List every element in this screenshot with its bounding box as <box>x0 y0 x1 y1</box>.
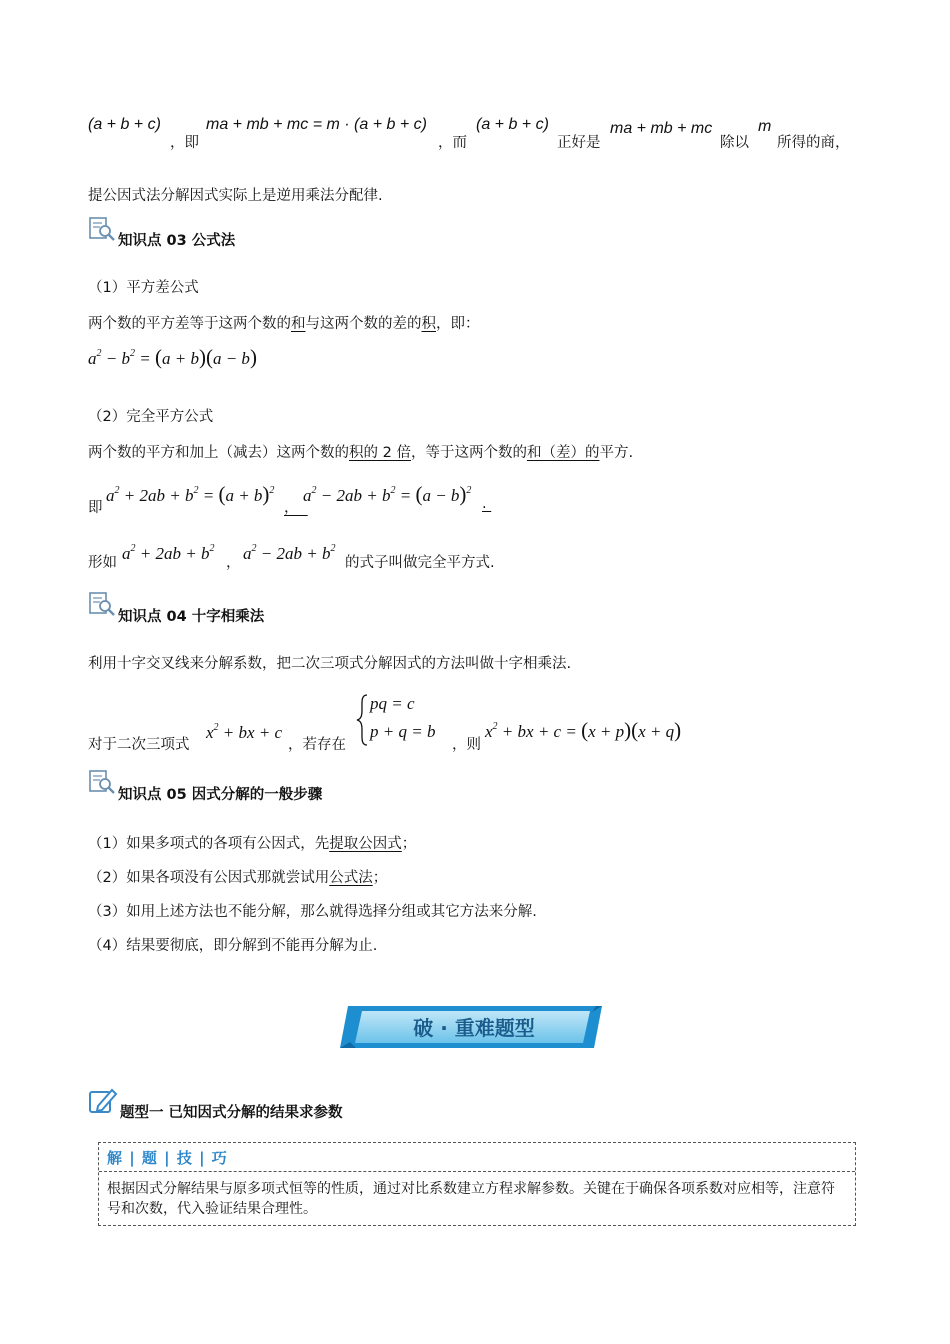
k03-title: 知识点 03 公式法 <box>118 233 236 249</box>
expr-square-diff: $a^2 - 2ab + b^2$ <box>243 543 336 563</box>
pen-icon <box>88 1086 118 1116</box>
expr-a-plus-b-plus-c: (a + b + c) <box>88 116 161 133</box>
expr-m: m <box>758 118 772 135</box>
k05-step3: （3）如用上述方法也不能分解，那么就得选择分组或其它方法来分解. <box>88 904 537 920</box>
text-xingru: 形如 <box>88 555 117 571</box>
k05-step2: （2）如果各项没有公因式那就尝试用公式法； <box>88 870 388 886</box>
brace-icon <box>355 694 369 746</box>
system-eq-2: p + q = b <box>370 722 436 741</box>
tips-text: 根据因式分解结果与原多项式恒等的性质，通过对比系数建立方程求解参数。关键在于确保各项系数对应相等，注意符号和次数，代入验证结果合理性。 <box>107 1181 835 1217</box>
formula-perfect-square-sum: $a^2 + 2ab + b^2 = (a + b)^2$ <box>106 482 275 506</box>
k04-desc: 利用十字交叉线来分解系数，把二次三项式分解因式的方法叫做十字相乘法. <box>88 656 572 672</box>
expr-ma-mb-mc: ma + mb + mc <box>610 120 713 137</box>
k03-desc1: 两个数的平方差等于这两个数的和与这两个数的差的积，即： <box>88 316 480 332</box>
formula-cross-multiplication: $x^2$ + bx + c = (x + p)(x + q) <box>485 718 682 742</box>
k03-desc2: 两个数的平方和加上（减去）这两个数的积的 2 倍，等于这两个数的和（差）的平方. <box>88 445 634 461</box>
type1-title: 题型一 已知因式分解的结果求参数 <box>120 1105 343 1121</box>
knowledge-point-icon <box>88 591 116 617</box>
k05-title: 知识点 05 因式分解的一般步骤 <box>118 787 323 803</box>
text-ji: ，即 <box>170 135 199 151</box>
text-er: ，而 <box>438 135 467 151</box>
k04-title: 知识点 04 十字相乘法 <box>118 609 265 625</box>
expr-a-plus-b-plus-c-2: (a + b + c) <box>476 116 549 133</box>
tips-title: 解 | 题 | 技 | 巧 <box>107 1149 228 1167</box>
text-ji-label: 即 <box>88 500 103 516</box>
formula-perfect-square-diff: $a^2 - 2ab + b^2 = (a - b)^2$ <box>303 482 472 506</box>
text-zhenghao: 正好是 <box>557 135 601 151</box>
text-ni-yong: 提公因式法分解因式实际上是逆用乘法分配律. <box>88 188 383 204</box>
period-1: . <box>482 496 492 512</box>
k05-step4: （4）结果要彻底，即分解到不能再分解为止. <box>88 938 378 954</box>
text-ruo: ，若存在 <box>288 737 346 753</box>
knowledge-point-icon <box>88 769 116 795</box>
text-chuyi: 除以 <box>720 135 749 151</box>
k03-sub2: （2）完全平方公式 <box>88 409 214 425</box>
comma-1: ， <box>284 500 308 516</box>
text-duiyu: 对于二次三项式 <box>88 737 190 753</box>
text-comma: ， <box>226 555 241 571</box>
system-eq-1: pq = c <box>370 694 415 713</box>
section-banner <box>340 1002 608 1052</box>
formula-difference-of-squares: $a^2 - b^2 = (a + b)(a - b)$ <box>88 345 257 369</box>
k05-step1: （1）如果多项式的各项有公因式，先提取公因式； <box>88 836 417 852</box>
text-ze: ，则 <box>452 737 481 753</box>
text-de-shizi: 的式子叫做完全平方式. <box>345 555 495 571</box>
knowledge-point-icon <box>88 216 116 242</box>
tips-divider <box>99 1171 855 1172</box>
expr-square-sum: $a^2 + 2ab + b^2$ <box>122 543 215 563</box>
expr-quadratic: $x^2$ + bx + c <box>206 722 283 742</box>
expr-distributive: ma + mb + mc = m · (a + b + c) <box>206 116 427 133</box>
banner-title: 破 · 重难题型 <box>413 1016 535 1040</box>
k03-sub1: （1）平方差公式 <box>88 280 199 296</box>
text-suode: 所得的商， <box>777 135 850 151</box>
tips-box <box>98 1142 856 1226</box>
